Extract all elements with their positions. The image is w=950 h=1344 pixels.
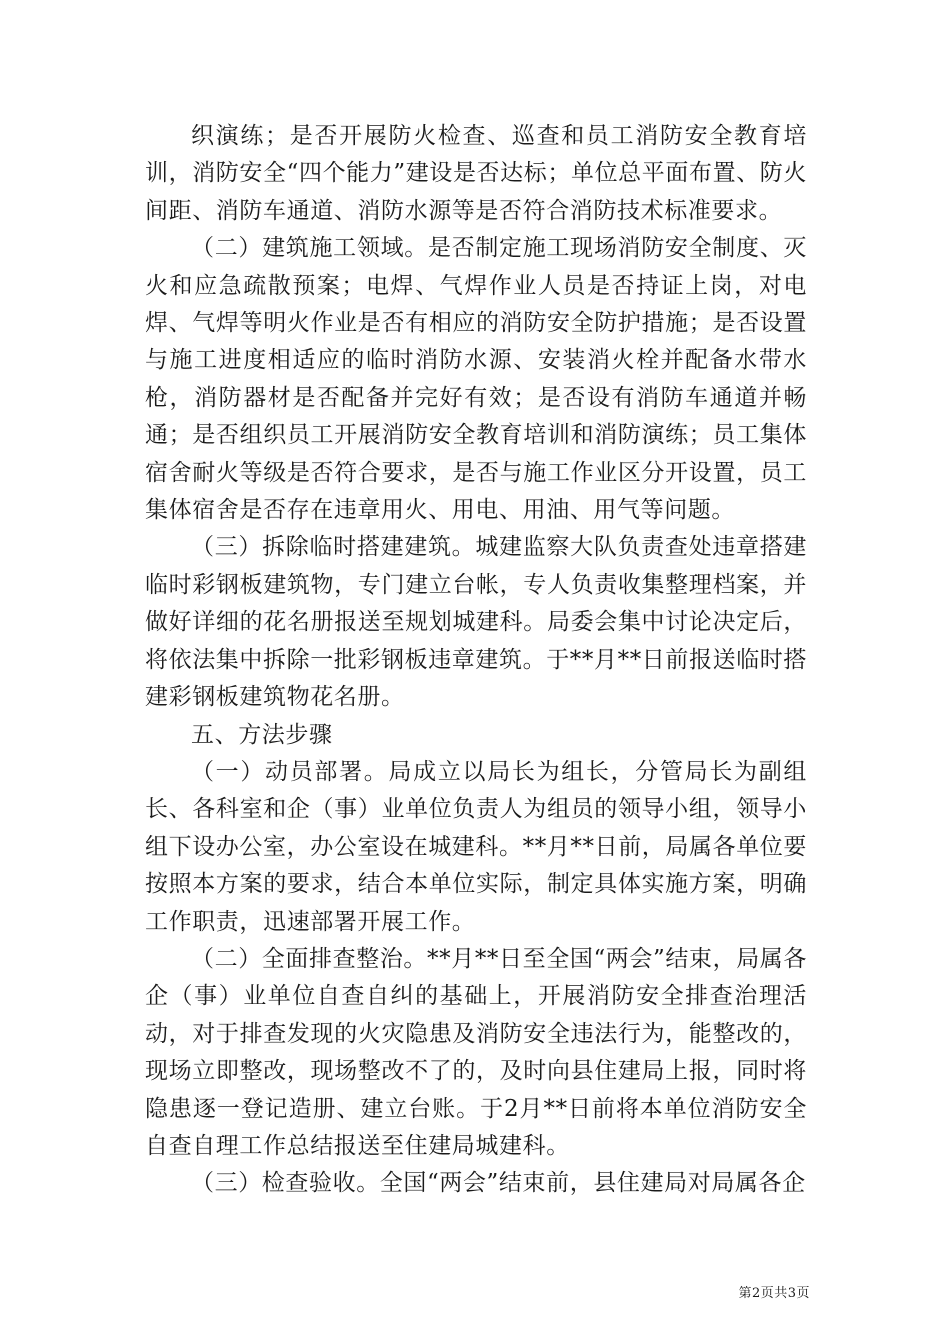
paragraph-continuation: 织演练；是否开展防火检查、巡查和员工消防安全教育培训，消防安全“四个能力”建设是否达标；单位总平面布置、防火间距、消防车通道、消防水源等是否符合消防技术标准要求。 — [145, 123, 807, 224]
page-number: 第2页共3页 — [738, 1286, 810, 1301]
paragraph-demolition: （三）拆除临时搭建建筑。城建监察大队负责查处违章搭建临时彩钢板建筑物，专门建立台帐，专人负责收集整理档案，并做好详细的花名册报送至规划城建科。局委会集中讨论决定后，将依法集中拆除一批彩钢板违章建筑。于**月**日前报送临时搭建彩钢板建筑物花名册。 — [145, 534, 807, 711]
paragraph-inspection: （二）全面排查整治。**月**日至全国“两会”结束，局属各企（事）业单位自查自纠的基础上，开展消防安全排查治理活动，对于排查发现的火灾隐患及消防安全违法行为，能整改的，现场立即整改，现场整改不了的，及时向县住建局上报，同时将隐患逐一登记造册、建立台账。于2月**日前将本单位消防安全自查自理工作总结报送至住建局城建科。 — [145, 945, 807, 1159]
paragraph-acceptance: （三）检查验收。全国“两会”结束前，县住建局对局属各企 — [191, 1170, 806, 1197]
document-body — [145, 118, 807, 1203]
section-heading-methods: 五、方法步骤 — [191, 721, 333, 748]
paragraph-mobilization: （一）动员部署。局成立以局长为组长，分管局长为副组长、各科室和企（事）业单位负责人为组员的领导小组，领导小组下设办公室，办公室设在城建科。**月**日前，局属各单位要按照本方案的要求，结合本单位实际，制定具体实施方案，明确工作职责，迅速部署开展工作。 — [145, 758, 807, 935]
paragraph-construction-field: （二）建筑施工领域。是否制定施工现场消防安全制度、灭火和应急疏散预案；电焊、气焊作业人员是否持证上岗，对电焊、气焊等明火作业是否有相应的消防安全防护措施；是否设置与施工进度相适应的临时消防水源、安装消火栓并配备水带水枪，消防器材是否配备并完好有效；是否设有消防车通道并畅通；是否组织员工开展消防安全教育培训和消防演练；员工集体宿舍耐火等级是否符合要求，是否与施工作业区分开设置，员工集体宿舍是否存在违章用火、用电、用油、用气等问题。 — [145, 235, 807, 524]
